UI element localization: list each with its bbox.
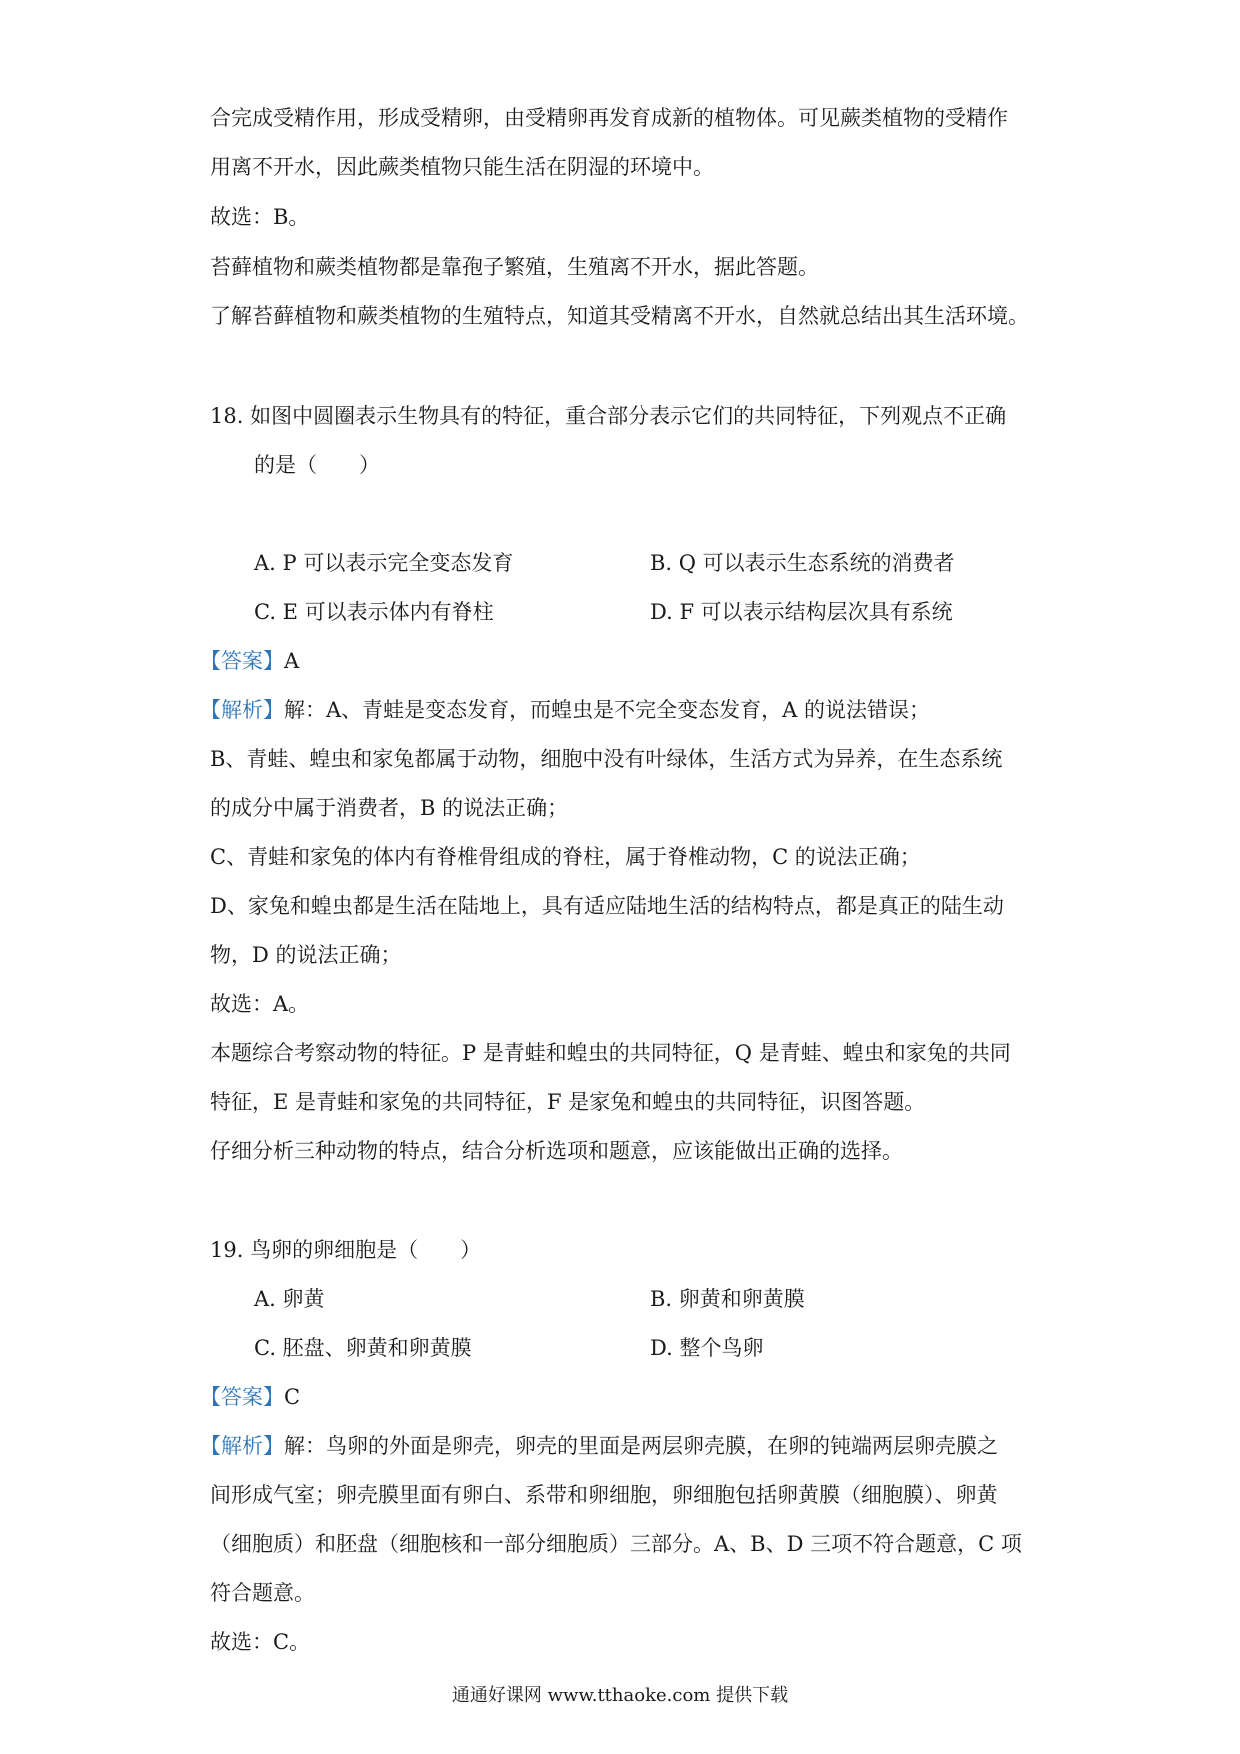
analysis-tag: 【解析】	[200, 1434, 284, 1458]
analysis-text: 解：鸟卵的外面是卵壳，卵壳的里面是两层卵壳膜，在卵的钝端两层卵壳膜之	[284, 1434, 998, 1458]
question-18-stem: 18. 如图中圆圈表示生物具有的特征，重合部分表示它们的共同特征，下列观点不正确	[210, 404, 1007, 428]
option-b: B. Q 可以表示生态系统的消费者	[650, 551, 955, 575]
text-line: 苔藓植物和蕨类植物都是靠孢子繁殖，生殖离不开水，据此答题。	[210, 255, 819, 279]
option-c: C. E 可以表示体内有脊柱	[254, 600, 494, 624]
analysis-line: 本题综合考察动物的特征。P 是青蛙和蝗虫的共同特征，Q 是青蛙、蝗虫和家兔的共同	[210, 1041, 1011, 1065]
footer-credit: 通通好课网 www.tthaoke.com 提供下载	[451, 1685, 789, 1706]
option-d: D. 整个鸟卵	[650, 1336, 764, 1360]
analysis-line: C、青蛙和家兔的体内有脊椎骨组成的脊柱，属于脊椎动物，C 的说法正确；	[210, 845, 921, 869]
analysis-line	[200, 696, 1030, 724]
text-line: 合完成受精作用，形成受精卵，由受精卵再发育成新的植物体。可见蕨类植物的受精作	[210, 106, 1008, 130]
answer-line	[200, 647, 1030, 675]
text-line: 了解苔藓植物和蕨类植物的生殖特点，知道其受精离不开水，自然就总结出其生活环境。	[210, 304, 1029, 328]
analysis-line: 间形成气室；卵壳膜里面有卵白、系带和卵细胞，卵细胞包括卵黄膜（细胞膜）、卵黄	[210, 1483, 998, 1507]
analysis-line: B、青蛙、蝗虫和家兔都属于动物，细胞中没有叶绿体，生活方式为异养，在生态系统	[210, 747, 1003, 771]
answer-tag: 【答案】	[200, 649, 284, 673]
option-d: D. F 可以表示结构层次具有系统	[650, 600, 953, 624]
analysis-line: D、家兔和蝗虫都是生活在陆地上，具有适应陆地生活的结构特点，都是真正的陆生动	[210, 894, 1004, 918]
analysis-line: 特征，E 是青蛙和家兔的共同特征，F 是家兔和蝗虫的共同特征，识图答题。	[210, 1090, 926, 1114]
analysis-line: 故选：C。	[210, 1630, 311, 1654]
analysis-line	[200, 1432, 1030, 1460]
option-a: A. 卵黄	[254, 1287, 325, 1311]
option-c: C. 胚盘、卵黄和卵黄膜	[254, 1336, 472, 1360]
option-a: A. P 可以表示完全变态发育	[254, 551, 514, 575]
analysis-text: 解：A、青蛙是变态发育，而蝗虫是不完全变态发育，A 的说法错误；	[284, 698, 931, 722]
analysis-line: 故选：A。	[210, 992, 310, 1016]
analysis-tag: 【解析】	[200, 698, 284, 722]
text-line: 用离不开水，因此蕨类植物只能生活在阴湿的环境中。	[210, 155, 714, 179]
question-19-stem: 19. 鸟卵的卵细胞是（ ）	[210, 1238, 482, 1262]
analysis-line: 符合题意。	[210, 1581, 315, 1605]
question-18-stem-cont: 的是（ ）	[254, 453, 380, 477]
analysis-line: （细胞质）和胚盘（细胞核和一部分细胞质）三部分。A、B、D 三项不符合题意，C 项	[210, 1532, 1022, 1556]
option-b: B. 卵黄和卵黄膜	[650, 1287, 805, 1311]
answer-value: C	[284, 1385, 301, 1409]
answer-tag: 【答案】	[200, 1385, 284, 1409]
analysis-line: 物，D 的说法正确；	[210, 943, 402, 967]
answer-value: A	[284, 649, 300, 673]
answer-line	[200, 1383, 1030, 1411]
analysis-line: 仔细分析三种动物的特点，结合分析选项和题意，应该能做出正确的选择。	[210, 1139, 903, 1163]
analysis-line: 的成分中属于消费者，B 的说法正确；	[210, 796, 569, 820]
text-line: 故选：B。	[210, 205, 310, 229]
